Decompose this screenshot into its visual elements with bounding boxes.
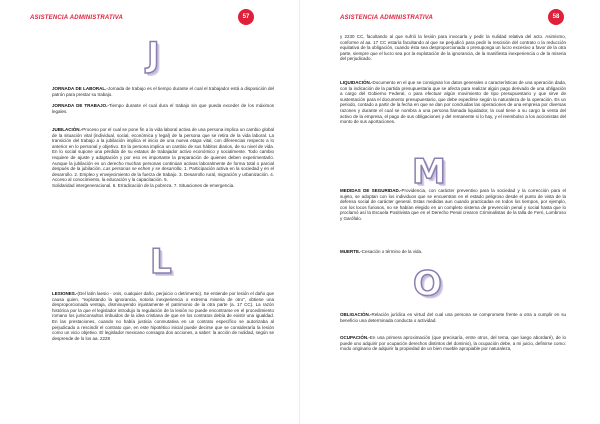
entry-jornada-trabajo	[52, 103, 274, 114]
left-page-number-badge: 57	[238, 9, 254, 25]
term-jornada-laboral: JORNADA DE LABORAL.-	[52, 86, 108, 91]
jubilacion-list-end: Solidaridad intergeneracional. 6. Erradicación de la pobreza. 7. Situaciones de emergencia.	[52, 182, 235, 188]
definition-obligacion: Relación jurídica en virtud del cual una persona se compromete frente a otra a cumplir en su beneficio una determinada conducta o actividad.	[340, 312, 566, 323]
entry-ocupacion	[340, 335, 566, 352]
letter-j-heading: J	[147, 35, 160, 75]
jubilacion-list: . 1. Participación activa en la sociedad y en el desarrollo. 2. Empleo y envejecimiento de la fuerza de trabajo. 3. Desarrollo rural, migración y urbanización. 4. Acceso al conocimiento, la educación y la capacitación. 5.	[52, 166, 274, 183]
left-header-title: ASISTENCIA ADMINISTRATIVA	[30, 15, 123, 21]
entry-obligacion	[340, 312, 566, 323]
term-jornada-trabajo: JORNADA DE TRABAJO.-	[52, 103, 109, 108]
jubilacion-italic-phrase: Las personas se echen y se desarrollo	[103, 166, 182, 172]
letter-m-heading: M	[412, 152, 446, 192]
definition-muerte: Cesación o término de la vida.	[361, 249, 423, 254]
definition-ocupacion: En una primera aproximación (que precisaría, entre otros, del tema, que luego abordaré), de lo puede uno adquirir por ocupación derechos distintos del dominio), la ocupación debe, a mi juicio, definirse como: modo originario de adquirir la propiedad de un bien mueble apropiable por naturaleza,	[340, 335, 566, 352]
right-header-title: ASISTENCIA ADMINISTRATIVA	[340, 15, 433, 21]
entry-jornada-laboral	[52, 86, 274, 97]
definition-lesiones: (Del latín laesio - onis, cualquier daño, perjuicio o detrimento). Se entiende por lesión el daño que causa quien, "explotando la ignorancia, notoria inexperiencia o extrema miseria de otro", obtiene una desproporcionada ventaja, disminuyendo injustamente el patrimonio de la otra parte (a. 17 CC). La razón histórica por la que el legislador introdujo la regulación de la lesión no puede encontrarse en el procedimiento romano los jurisconsultos imbuidos de la idea cristiana de que en los contratos debía de existir una igualdad. En las prestaciones, cuando no había justicia conmutativa en un contrato específico se autorizaba al perjudicado a rescindir el contrato que, en este hipotético inicial puede decirse que se consideraría la lesión como un vicio objetivo. El legislador mexicano consagra dos acciones, a saber: la acción de nulidad, según se desprende de lo los aa. 2228	[52, 291, 274, 341]
letter-o-heading: O	[413, 264, 442, 304]
entry-jubilacion	[52, 127, 274, 189]
entry-medidas-seguridad	[340, 188, 566, 222]
term-obligacion: OBLIGACIÓN.-	[340, 312, 372, 317]
term-jubilacion: JUBILACIÓN.-	[52, 127, 83, 132]
letter-l-heading: L	[150, 242, 172, 282]
definition-jornada-trabajo: Tiempo durante el cual dura el trabajo sin que pueda exceder de los máximos legales.	[52, 103, 274, 114]
right-page	[300, 0, 600, 424]
term-ocupacion: OCUPACIÓN.-	[340, 335, 370, 340]
term-medidas-seguridad: MEDIDAS DE SEGURIDAD.-	[340, 188, 402, 193]
term-liquidacion: LIQUIDACIÓN.-	[340, 80, 373, 85]
entry-lesiones	[52, 291, 274, 341]
entry-muerte	[340, 249, 566, 255]
definition-jornada-laboral: Jornada de trabajo es el tiempo durante el cual el trabajador está a disposición del patrón para prestar su trabajo.	[52, 86, 274, 97]
lesiones-continuation: y 2230 CC, facultando al que sufrió la lesión para invocarla y pedir la nulidad relativa del acto. Asimismo, conforme al aa. 17 CC estaría facultando al que se perjudicó para pedir la rescisión del contrato o la reducción equitativa de la obligación, cuando ésta sea desproporcionada o presuponga un lucro excesivo a favor de la otra parte, siempre que el lucro sea por la explotación de la ignorancia, de la manifiesta inexperiencia o de la miseria del perjudicado.	[340, 34, 566, 62]
entry-liquidacion	[340, 80, 566, 125]
term-lesiones: LESIONES.-	[52, 291, 78, 296]
term-muerte: MUERTE.-	[340, 249, 362, 254]
definition-medidas-seguridad: Providencia, con carácter preventivo para la sociedad y la corrección para el sujeto, se adoptan con los individuos que se encuentran en el estado peligroso desde el punto de vista de la defensa social de carácter general. Estas medidas aun cuando practicadas en todos los tiempos, por ejemplo, con los locos furiosos, no se habían elegido en un completo sistema de prevención penal y social hasta que lo proclamó así la Escuela Positivista que en el Derecho Penal crearon Criminalistas de la talla de Ferri, Lombroso y Garófalo.	[340, 188, 566, 221]
definition-jubilacion: Proceso por el cual se pone fin a la vida laboral activa de una persona implica un cambio global de la situación vital (individual, social, económica y legal) de la persona que se retira de la vida laboral. La transición del trabajo a la jubilación implica el inicio de una nueva etapa vital, con diferencias respecto a lo anterior en lo personal y objetivo. En la persona implica un cambio de sus hábitos diarios, de su nivel de vida. En lo social supone una pérdida de su estatus de trabajador activo económico y socialmente. Todo cambio requiere de ajuste y adaptación y por eso es importante la preparación de quienes deben experimentarlo. Aunque la jubilación es un derecho muchas personas continúan activas laboralmente de forma total o parcial después de la jubilación.	[52, 127, 274, 172]
definition-liquidacion: Documento en el que se consignan los datos generales o características de una operación dada, con la indicación de la partida presupuestaria que se afecta para realizar algún pago derivado de una obligación a cargo del Gobierno Federal, o para efectuar algún movimiento de tipo presupuestario y que sirve de sustentación para el documento presupuestario, que debe expedirse según la naturaleza de la operación. Es un periodo, contado a partir de la fecha en que se dan por concluidas las operaciones de una empresa por diversas razones y durante el cual se nombra a una persona llamada liquidador, la cual tiene a su cargo la venta del activo de la empresa, el pago de sus obligaciones y del remanente si lo hay, y el reembolso a los accionistas del monto de sus aportaciones.	[340, 80, 566, 125]
right-page-number-badge: 58	[548, 9, 564, 25]
